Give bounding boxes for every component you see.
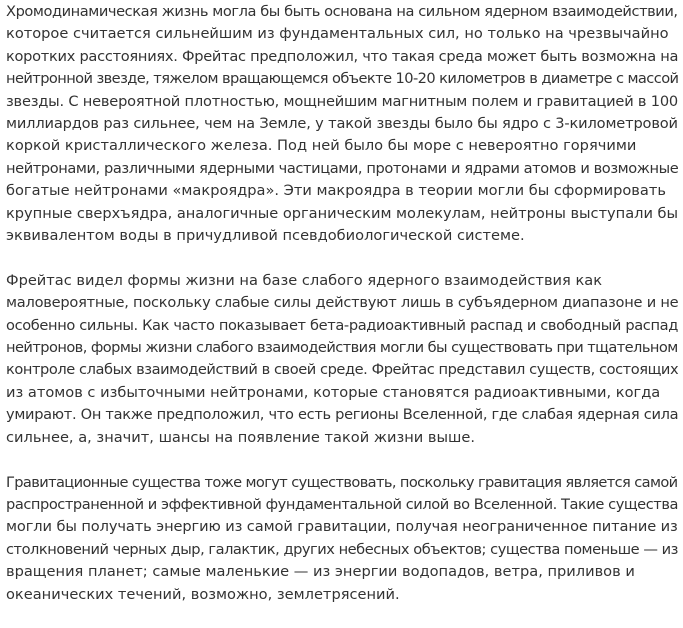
article-body	[6, 1, 678, 628]
text-line: Фрейтас видел формы жизни на базе слабого ядерного взаимодействия как	[6, 271, 603, 289]
text-line: океанических течений, возможно, землетрясений.	[6, 585, 400, 603]
text-line: нейтронов, формы жизни слабого взаимодействия могли бы существовать при тщательном	[6, 339, 678, 357]
text-line: звезды. С невероятной плотностью, мощнейшим магнитным полем и гравитацией в 100	[6, 92, 679, 110]
text-line: маловероятные, поскольку слабые силы действуют лишь в субъядерном диапазоне и не	[6, 294, 679, 312]
text-line: столкновений черных дыр, галактик, других небесных объектов; существа поменьше — из	[6, 540, 678, 558]
text-line: сильнее, а, значит, шансы на появление такой жизни выше.	[6, 428, 475, 446]
text-line: Хромодинамическая жизнь могла бы быть основана на сильном ядерном взаимодействии,	[6, 3, 678, 20]
text-line: эквивалентом воды в причудливой псевдобиологической системе.	[6, 227, 525, 245]
text-line: могли бы получать энергию из самой гравитации, получая неограниченное питание из	[6, 518, 678, 536]
text-line: из атомов с избыточными нейтронами, которые становятся радиоактивными, когда	[6, 383, 661, 401]
text-line: богатые нейтронами «макроядра». Эти макроядра в теории могли бы сформировать	[6, 182, 666, 200]
text-line: которое считается сильнейшим из фундаментальных сил, но только на чрезвычайно	[6, 25, 669, 43]
text-line: Гравитационные существа тоже могут существовать, поскольку гравитация является самой	[6, 473, 678, 491]
text-line: коротких расстояниях. Фрейтас предположил, что такая среда может быть возможна на	[6, 47, 679, 65]
text-line: распространенной и эффективной фундаментальной силой во Вселенной. Такие существа	[6, 495, 679, 513]
text-line: вращения планет; самые маленькие — из энергии водопадов, ветра, приливов и	[6, 563, 635, 581]
text-line: коркой кристаллического железа. Под ней было бы море с невероятно горячими	[6, 137, 637, 155]
text-line: крупные сверхъядра, аналогичные органическим молекулам, нейтроны выступали бы	[6, 204, 679, 222]
text-line: контроле слабых взаимодействий в своей среде. Фрейтас представил существ, состоящих	[6, 361, 679, 379]
text-line: нейтронами, различными ядерными частицами, протонами и ядрами атомов и возможные	[6, 159, 679, 177]
paragraph-weak-interaction	[6, 270, 678, 449]
text-line: миллиардов раз сильнее, чем на Земле, у такой звезды было бы ядро с 3-километровой	[6, 115, 678, 133]
text-line: особенно сильны. Как часто показывает бета-радиоактивный распад и свободный распад	[6, 316, 678, 334]
paragraph-strong-interaction	[6, 1, 678, 247]
text-line: умирают. Он также предположил, что есть регионы Вселенной, где слабая ядерная сила	[6, 406, 679, 424]
text-line: нейтронной звезде, тяжелом вращающемся объекте 10-20 километров в диаметре с массой	[6, 70, 679, 88]
paragraph-gravitational-beings	[6, 472, 678, 606]
